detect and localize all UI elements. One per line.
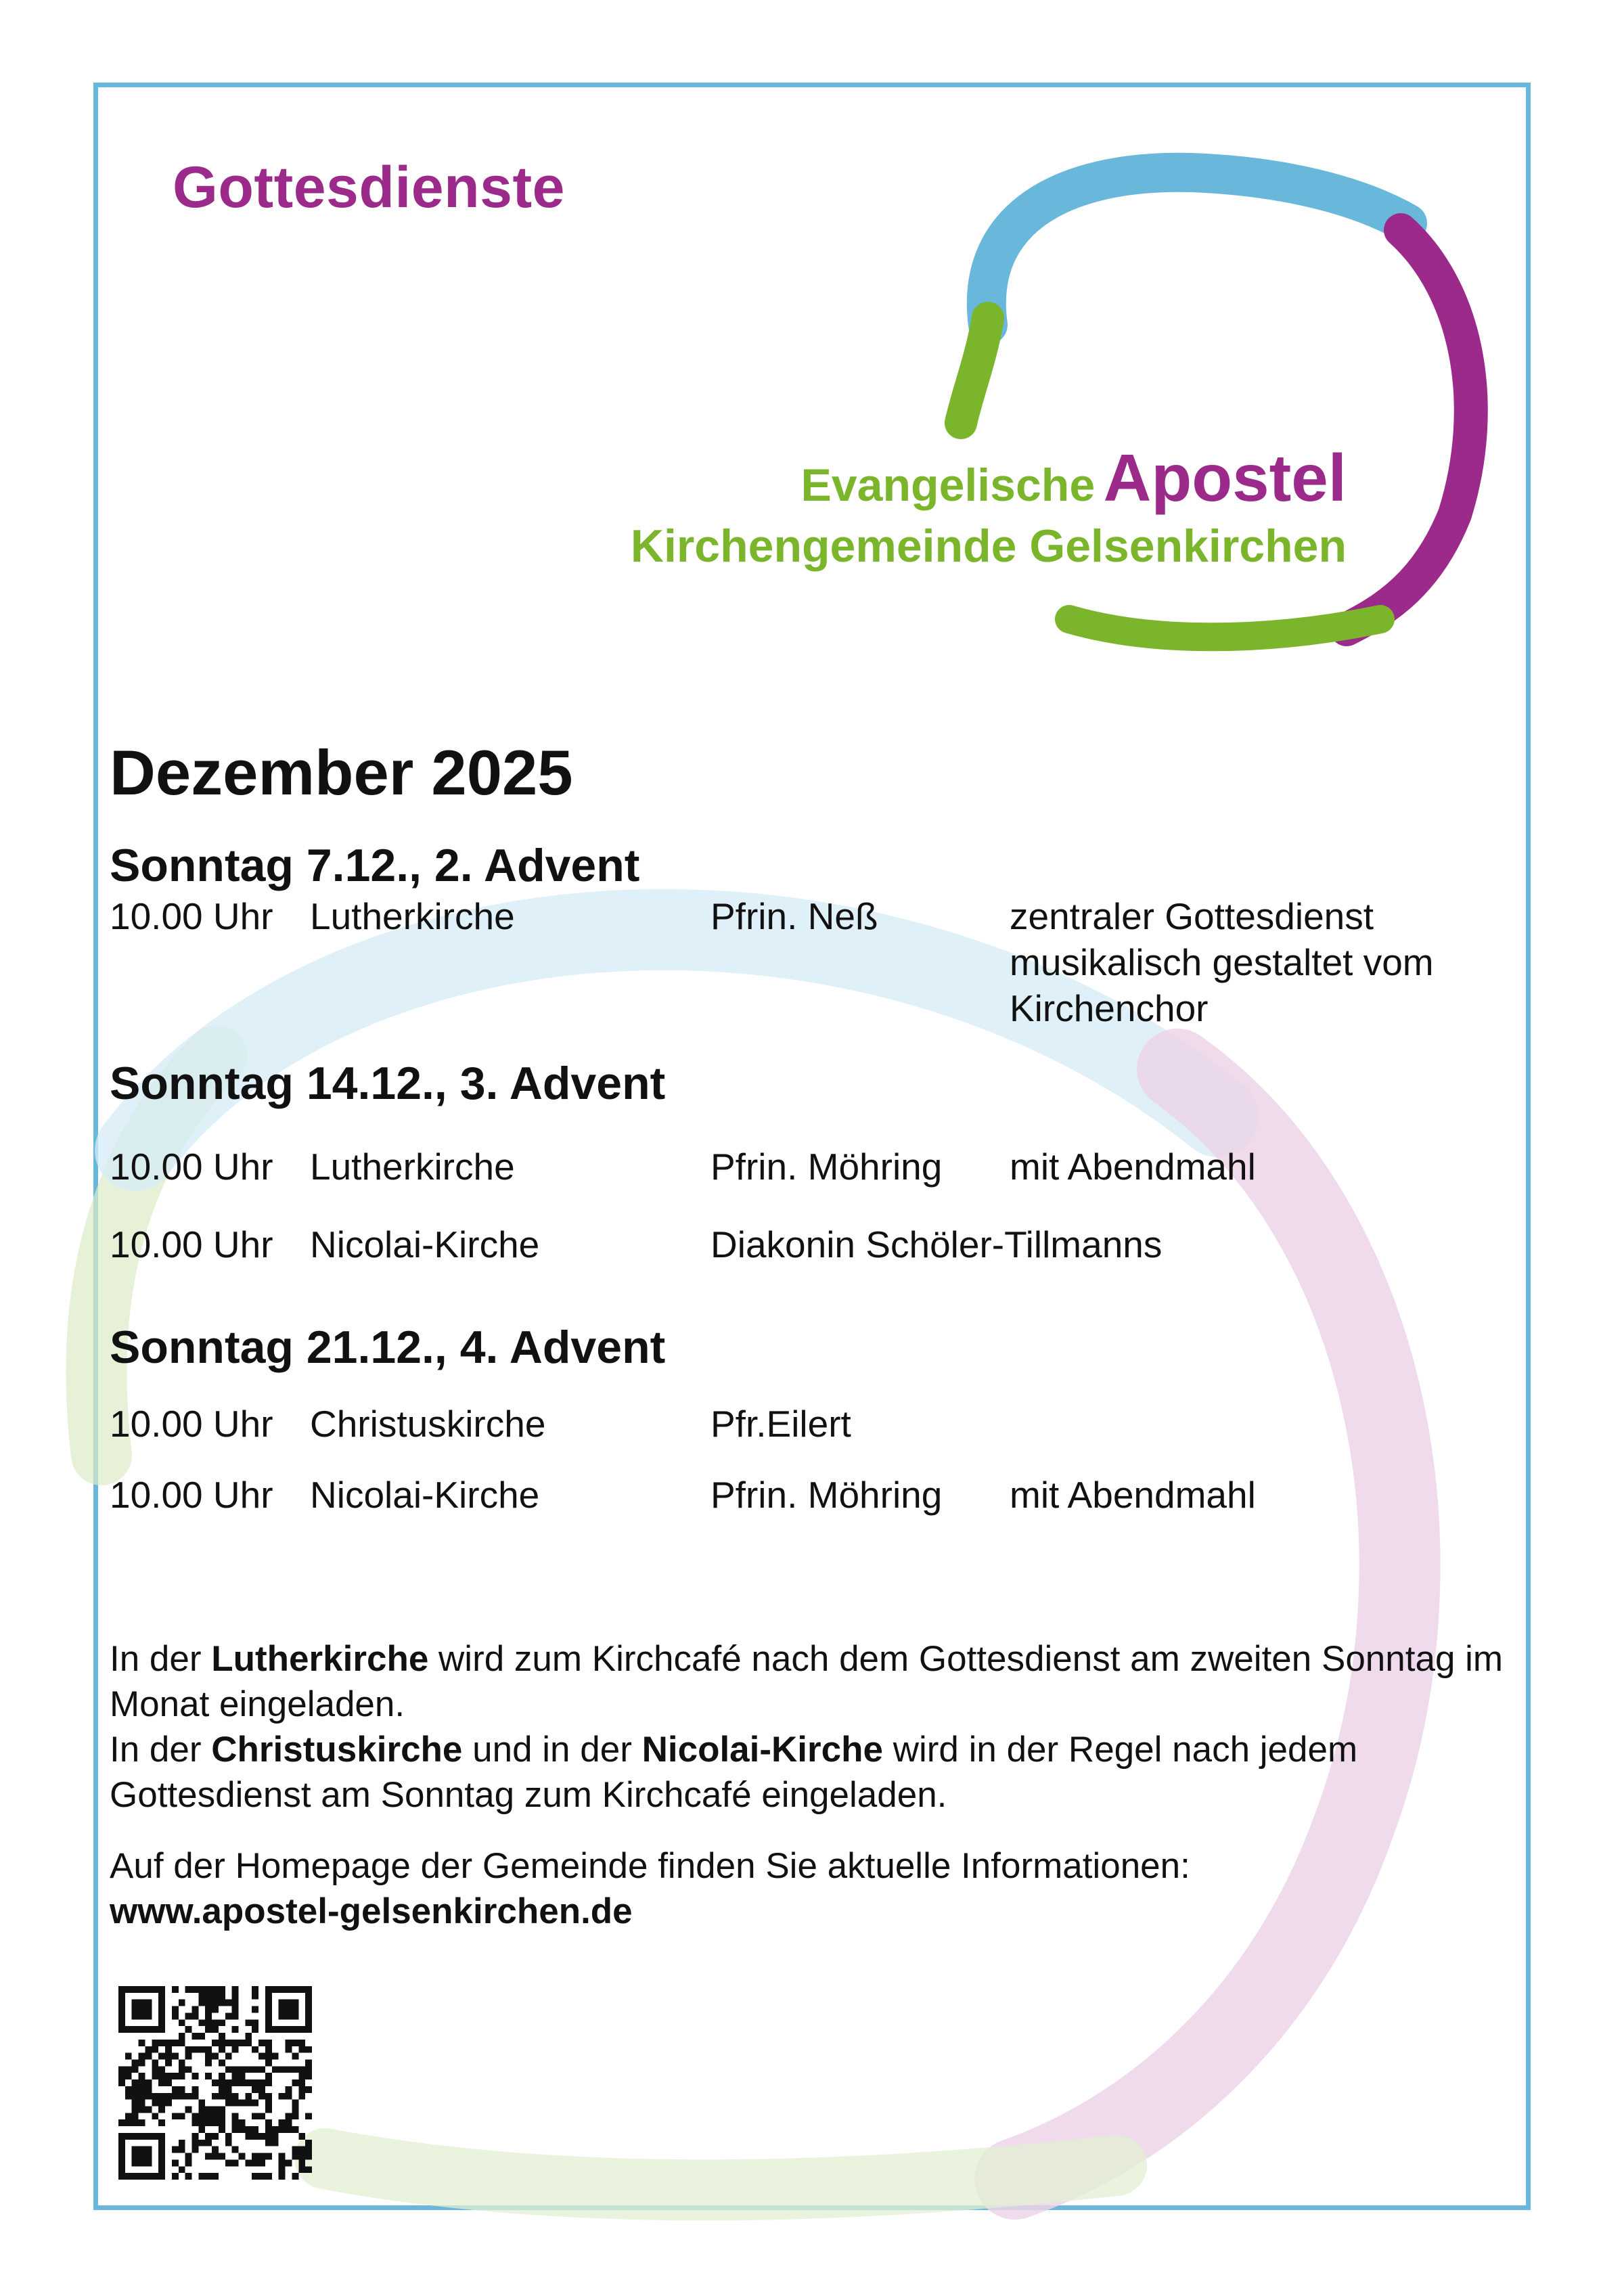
service-note: mit Abendmahl — [1010, 1474, 1256, 1516]
note-paragraph — [110, 1727, 1510, 1818]
service-time: 10.00 Uhr — [110, 1474, 273, 1516]
service-person: Pfrin. Neß — [710, 895, 878, 937]
note-text: In der — [110, 1639, 212, 1679]
organization-name-line2: Kirchengemeinde Gelsenkirchen — [630, 520, 1347, 572]
service-note: mit Abendmahl — [1010, 1146, 1256, 1188]
service-place: Christuskirche — [310, 1403, 546, 1445]
homepage-text: Auf der Homepage der Gemeinde finden Sie aktuelle Informationen: — [110, 1846, 1190, 1886]
note-text: In der — [110, 1730, 212, 1770]
homepage-info — [110, 1843, 1190, 1934]
organization-name-line1 — [801, 440, 1347, 516]
homepage-link[interactable]: www.apostel-gelsenkirchen.de — [110, 1891, 633, 1931]
note-church-name: Lutherkirche — [211, 1639, 429, 1679]
note-text: und in der — [462, 1730, 642, 1770]
service-time: 10.00 Uhr — [110, 1403, 273, 1445]
service-note-line: Kirchenchor — [1010, 987, 1209, 1029]
service-person: Diakonin Schöler-Tillmanns — [710, 1223, 1163, 1265]
kirchcafe-notes — [110, 1636, 1510, 1818]
service-note-line: zentraler Gottesdienst — [1010, 895, 1374, 937]
service-place: Lutherkirche — [310, 1146, 515, 1188]
month-title: Dezember 2025 — [110, 737, 573, 808]
organization-prefix: Evangelische — [800, 459, 1096, 511]
service-place: Nicolai-Kirche — [310, 1223, 540, 1265]
page-heading: Gottesdienste — [173, 155, 565, 220]
organization-apostel: Apostel — [1103, 441, 1347, 515]
service-time: 10.00 Uhr — [110, 895, 273, 937]
note-paragraph — [110, 1636, 1510, 1727]
qr-code[interactable] — [118, 1986, 312, 2180]
day-title: Sonntag 7.12., 2. Advent — [110, 840, 640, 891]
service-place: Lutherkirche — [310, 895, 515, 937]
service-person: Pfrin. Möhring — [710, 1146, 943, 1188]
day-title: Sonntag 14.12., 3. Advent — [110, 1058, 666, 1109]
note-church-name: Christuskirche — [211, 1730, 463, 1770]
note-church-name: Nicolai-Kirche — [641, 1730, 883, 1770]
service-note-line: musikalisch gestaltet vom — [1010, 941, 1434, 983]
service-note — [1010, 893, 1434, 1031]
service-place: Nicolai-Kirche — [310, 1474, 540, 1516]
service-time: 10.00 Uhr — [110, 1146, 273, 1188]
note-text: wird zum Kirchcafé nach dem Gottesdienst am zweiten Sonntag im Monat eingeladen. — [110, 1639, 1504, 1724]
logo-swirl-graphic — [0, 0, 1624, 677]
service-person: Pfr.Eilert — [710, 1403, 851, 1445]
service-person: Pfrin. Möhring — [710, 1474, 943, 1516]
note-text: wird in der Regel nach jedem Gottesdienst am Sonntag zum Kirchcafé eingeladen. — [110, 1730, 1358, 1815]
day-title: Sonntag 21.12., 4. Advent — [110, 1322, 666, 1373]
service-time: 10.00 Uhr — [110, 1223, 273, 1265]
